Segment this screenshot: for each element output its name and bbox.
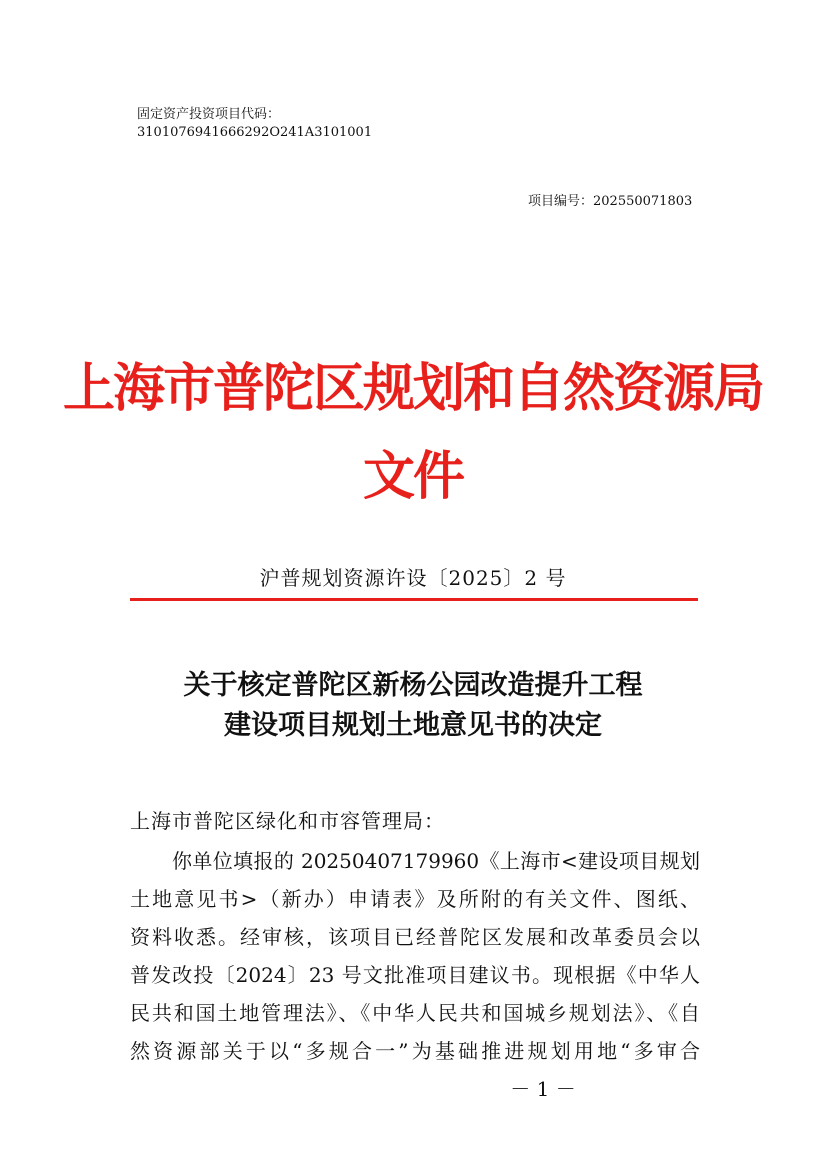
subject-title-line-1: 关于核定普陀区新杨公园改造提升工程 xyxy=(183,670,643,701)
investment-code-label: 固定资产投资项目代码： xyxy=(137,107,281,122)
issuing-authority-title: 上海市普陀区规划和自然资源局 xyxy=(62,358,763,419)
body-text-line: 你单位填报的 20250407179960《上海市<建设项目规划 xyxy=(172,849,700,873)
body-text-line: 民共和国土地管理法》、《中华人民共和国城乡规划法》、《自 xyxy=(130,1001,700,1025)
document-number: 沪普规划资源许设〔2025〕2 号 xyxy=(259,566,567,590)
body-text-line: 然资源部关于以“多规合一”为基础推进规划用地“多审合 xyxy=(130,1039,700,1063)
document-type-title: 文件 xyxy=(362,446,463,507)
body-text-line: 资料收悉。经审核，该项目已经普陀区发展和改革委员会以 xyxy=(130,925,700,949)
addressee: 上海市普陀区绿化和市容管理局： xyxy=(130,809,445,833)
body-text-line: 普发改投〔2024〕23 号文批准项目建议书。现根据《中华人 xyxy=(130,963,700,987)
red-divider-line xyxy=(130,598,698,601)
project-number: 项目编号：202550071803 xyxy=(528,194,693,209)
subject-title-line-2: 建设项目规划土地意见书的决定 xyxy=(224,710,602,741)
page-number: － 1 － xyxy=(510,1077,576,1101)
investment-code-value: 3101076941666292O241A3101001 xyxy=(137,125,373,140)
body-text-line: 土地意见书>（新办）申请表》及所附的有关文件、图纸、 xyxy=(130,887,700,911)
